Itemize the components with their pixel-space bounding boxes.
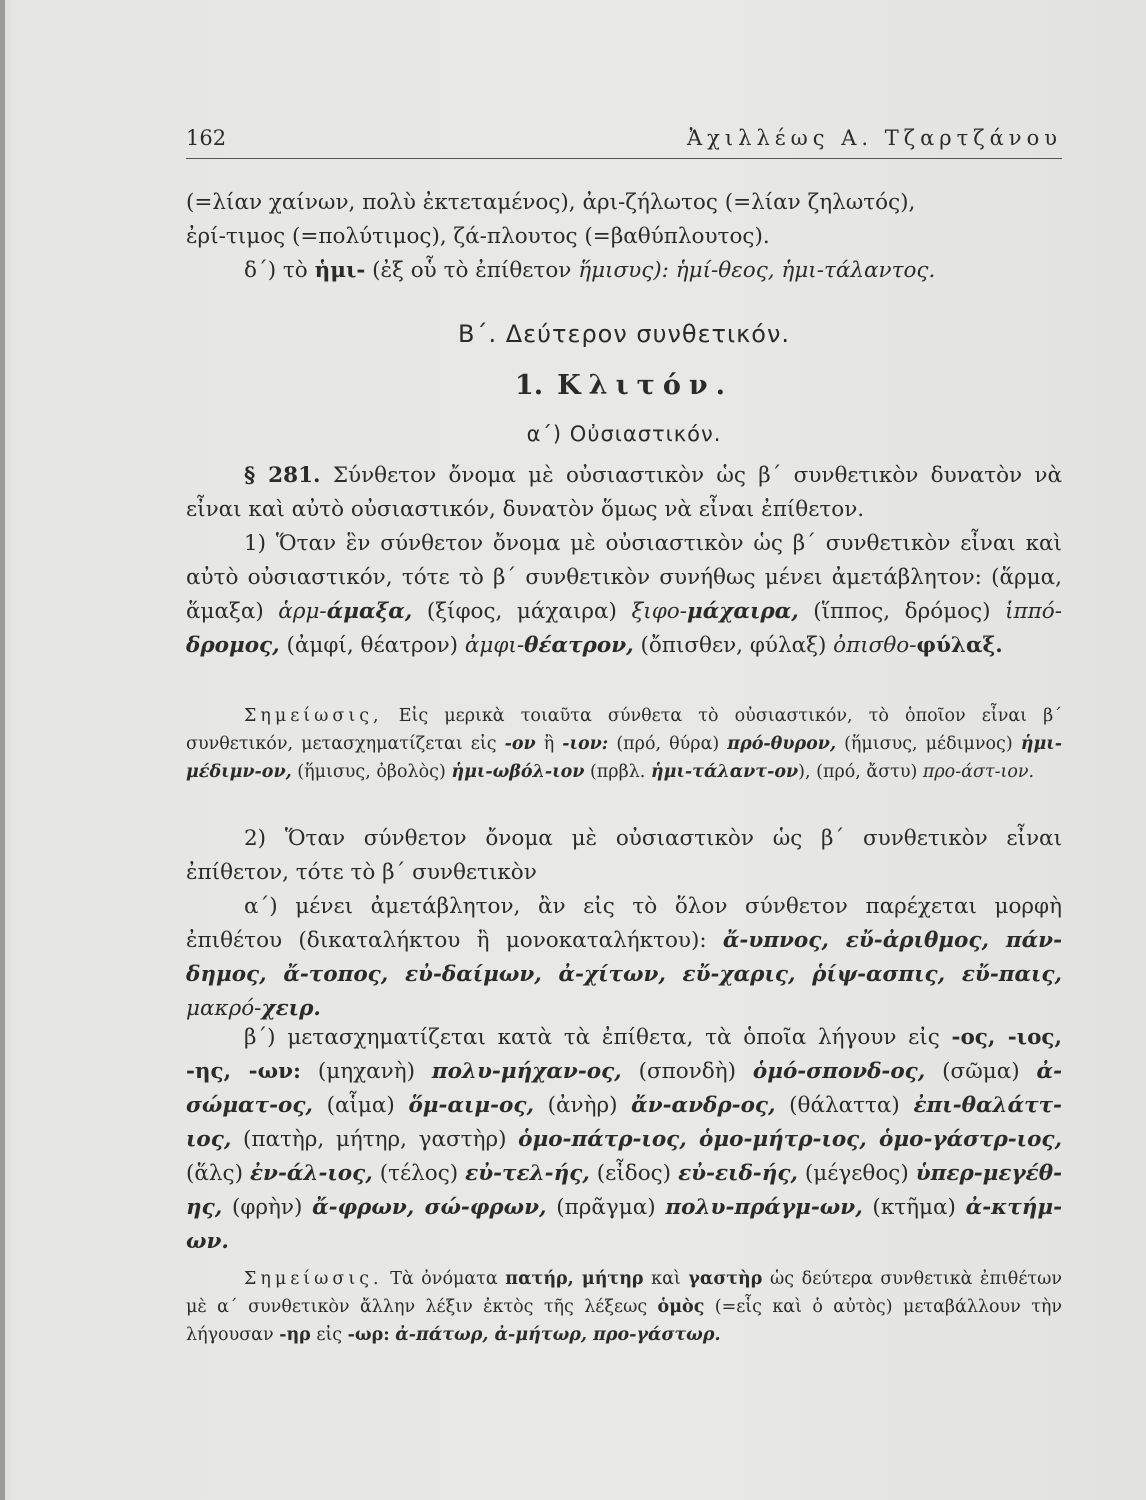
page-number: 162 [186,126,227,150]
subsection-title: Κλιτόν. [557,370,733,401]
paragraph-281: § 281. Σύνθετον ὄνομα μὲ οὐσιαστικὸν ὡς β´ συνθετικὸν δυνατὸν νὰ εἶναι καὶ αὐτὸ οὐσιαστικόν, δυνατὸν ὅμως νὰ εἶναι ἐπίθετον. [186,463,1063,522]
paragraph-1: 1) Ὅταν ἓν σύνθετον ὄνομα μὲ οὐσιαστικὸν ὡς β´ συνθετικὸν εἶναι καὶ αὐτὸ οὐσιαστικόν, τότε τὸ β´ συνθετικὸν συνήθως μένει ἀμετάβλητον: (ἅρμα, ἅμαξα) ἁρμ-άμαξα, (ξίφος, μάχαιρα) ξιφο-μάχαιρα, (ἵππος, δρόμος) ἱππό-δρομος, (ἀμφί, θέατρον) ἀμφι-θέατρον, (ὄπισθεν, φύλαξ) ὀπισθο-φύλαξ. [186,531,1062,658]
paragraph-2b: β´) μετασχηματίζεται κατὰ τὰ ἐπίθετα, τὰ ὁποῖα λήγουν εἰς -ος, -ιος, -ης, -ων: (μηχανὴ) πολυ-μήχαν-ος, (σπονδὴ) ὁμό-σπονδ-ος, (σῶμα) ἀ-σώματ-ος, (αἷμα) ὅμ-αιμ-ος, (ἀνὴρ) ἄν-ανδρ-ος, (θάλαττα) ἐπι-θαλάττ-ιος, (πατὴρ, μήτηρ, γαστὴρ) ὁμο-πάτρ-ιος, ὁμο-μήτρ-ιος, ὁμο-γάστρ-ιος, (ἅλς) ἐν-άλ-ιος, (τέλος) εὐ-τελ-ής, (εἶδος) εὐ-ειδ-ής, (μέγεθος) ὑπερ-μεγέθ-ης, (φρὴν) ἄ-φρων, σώ-φρων, (πρᾶγμα) πολυ-πράγμ-ων, (κτῆμα) ἀ-κτήμ-ων. [186,1025,1062,1254]
top-line-1: (=λίαν χαίνων, πολὺ ἐκτεταμένος), ἀρι-ζήλωτος (=λίαν ζηλωτός), [186,190,916,215]
paragraph-number: § 281. [244,463,321,488]
section-heading: Β´. Δεύτερον συνθετικόν. [458,320,790,348]
top-line-3: δ´) τὸ ἡμι- (ἐξ οὗ τὸ ἐπίθετον ἥμισυς): ἡμί-θεος, ἡμι-τάλαντος. [244,258,936,283]
subsection-number: 1. [515,370,544,401]
paragraph-2a: α´) μένει ἀμετάβλητον, ἂν εἰς τὸ ὅλον σύνθετον παρέχεται μορφὴ ἐπιθέτου (δικαταλήκτου ἢ μονοκαταλήκτου): ἄ-υπνος, εὔ-ἀριθμος, πάν-δημος, ἄ-τοπος, εὐ-δαίμων, ἀ-χίτων, εὔ-χαρις, ῥίψ-ασπις, εὔ-παις, μακρό-χειρ. [186,894,1062,1021]
running-title: Ἀχιλλέως Α. Τζαρτζάνου [687,126,1062,150]
note-1: Σημείωσις, Εἰς μερικὰ τοιαῦτα σύνθετα τὸ οὐσιαστικόν, τὸ ὁποῖον εἶναι β´ συνθετικόν, μετασχηματίζεται εἰς -ον ἢ -ιον: (πρό, θύρα) πρό-θυρον, (ἥμισυς, μέδιμνος) ἡμι-μέδιμν-ον, (ἥμισυς, ὀβολὸς) ἡμι-ωβόλ-ιον (πρβλ. ἡμι-τάλαντ-ον), (πρό, ἄστυ) προ-άστ-ιον. [186,706,1063,782]
top-paragraph [186,186,1062,288]
page-edge [0,0,5,1500]
subsection-heading [186,370,1062,401]
sub-subsection-heading: α´) Οὐσιαστικόν. [526,422,722,446]
top-line-2: ἐρί-τιμος (=πολύτιμος), ζά-πλουτος (=βαθύπλουτος). [186,224,770,249]
note-label: Σημείωσις. [244,1269,383,1289]
paragraph-2: 2) Ὅταν σύνθετον ὄνομα μὲ οὐσιαστικὸν ὡς β´ συνθετικὸν εἶναι ἐπίθετον, τότε τὸ β´ συνθετικὸν [186,826,1062,885]
page-header [186,122,1062,159]
note-2: Σημείωσις. Τὰ ὀνόματα πατήρ, μήτηρ καὶ γαστὴρ ὡς δεύτερα συνθετικὰ ἐπιθέτων μὲ α´ συνθετικὸν ἄλλην λέξιν ἐκτὸς τῆς λέξεως ὁμὸς (=εἷς καὶ ὁ αὐτὸς) μεταβάλλουν τὴν λήγουσαν -ηρ εἰς -ωρ: ἀ-πάτωρ, ἀ-μήτωρ, προ-γάστωρ. [186,1269,1062,1345]
note-label: Σημείωσις, [244,706,383,726]
